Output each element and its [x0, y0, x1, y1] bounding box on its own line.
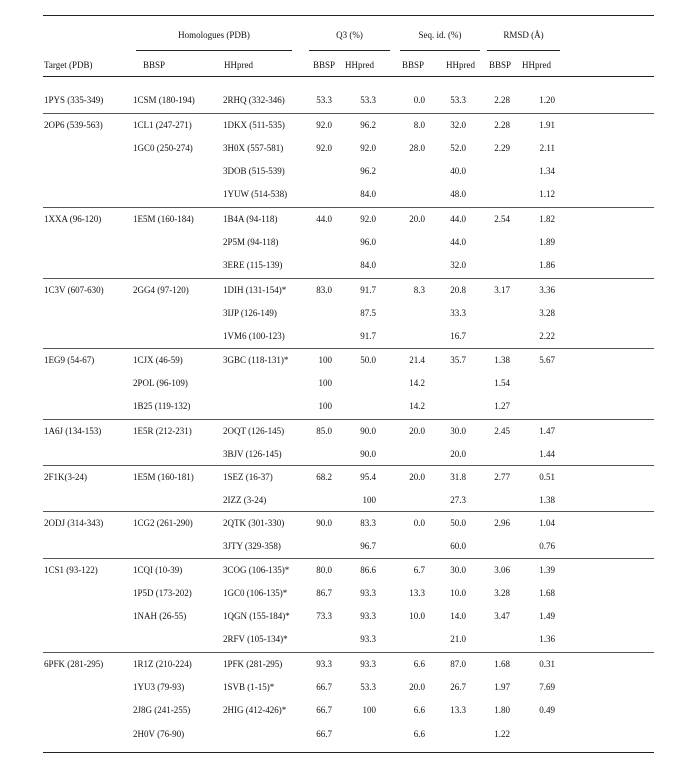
cell-hhpred: 1B4A (94-118) [223, 214, 278, 224]
cell-seqid-bbsp: 0.0 [413, 95, 425, 105]
cell-rmsd-bbsp: 3.47 [494, 611, 510, 621]
cell-hhpred: 2HIG (412-426)* [223, 705, 287, 715]
cell-q3-hhpred: 93.3 [360, 634, 376, 644]
top-rule [43, 15, 654, 16]
cell-hhpred: 2P5M (94-118) [223, 237, 279, 247]
cell-seqid-hhpred: 30.0 [450, 426, 466, 436]
cell-bbsp: 1NAH (26-55) [133, 611, 187, 621]
cell-seqid-hhpred: 60.0 [450, 541, 466, 551]
cell-seqid-hhpred: 13.3 [450, 705, 466, 715]
cell-q3-hhpred: 84.0 [360, 260, 376, 270]
cell-rmsd-bbsp: 3.28 [494, 588, 510, 598]
cell-bbsp: 1R1Z (210-224) [133, 659, 192, 669]
group-separator [43, 652, 654, 653]
cell-q3-bbsp: 66.7 [316, 705, 332, 715]
cell-hhpred: 2QTK (301-330) [223, 518, 285, 528]
cell-seqid-bbsp: 20.0 [409, 214, 425, 224]
header-homologues: Homologues (PDB) [178, 30, 250, 40]
cell-q3-bbsp: 66.7 [316, 729, 332, 739]
cell-seqid-bbsp: 21.4 [409, 355, 425, 365]
cell-hhpred: 1DIH (131-154)* [223, 285, 287, 295]
header-rmsd-hhpred: HHpred [522, 60, 551, 70]
header-rule [43, 76, 654, 77]
cell-rmsd-bbsp: 1.97 [494, 682, 510, 692]
cell-q3-bbsp: 90.0 [316, 518, 332, 528]
cell-hhpred: 2IZZ (3-24) [223, 495, 267, 505]
cell-q3-hhpred: 93.3 [360, 659, 376, 669]
cell-seqid-bbsp: 10.0 [409, 611, 425, 621]
bottom-rule [43, 752, 654, 753]
cell-q3-hhpred: 50.0 [360, 355, 376, 365]
cell-seqid-hhpred: 14.0 [450, 611, 466, 621]
cell-seqid-hhpred: 40.0 [450, 166, 466, 176]
cell-rmsd-hhpred: 1.12 [539, 189, 555, 199]
cell-target: 2OP6 (539-563) [44, 120, 103, 130]
cell-rmsd-bbsp: 2.29 [494, 143, 510, 153]
cell-q3-hhpred: 83.3 [360, 518, 376, 528]
cell-q3-bbsp: 83.0 [316, 285, 332, 295]
rmsd-underline [487, 50, 560, 51]
cell-rmsd-hhpred: 2.11 [539, 143, 555, 153]
cell-rmsd-bbsp: 2.45 [494, 426, 510, 436]
cell-hhpred: 1VM6 (100-123) [223, 331, 285, 341]
cell-seqid-bbsp: 14.2 [409, 378, 425, 388]
cell-seqid-hhpred: 16.7 [450, 331, 466, 341]
cell-bbsp: 1YU3 (79-93) [133, 682, 185, 692]
cell-seqid-hhpred: 53.3 [450, 95, 466, 105]
header-rmsd-bbsp: BBSP [489, 60, 512, 70]
cell-target: 1XXA (96-120) [44, 214, 102, 224]
cell-rmsd-bbsp: 1.38 [494, 355, 510, 365]
cell-bbsp: 1E5M (160-181) [133, 472, 194, 482]
cell-seqid-bbsp: 13.3 [409, 588, 425, 598]
cell-target: 1EG9 (54-67) [44, 355, 95, 365]
cell-bbsp: 2H0V (76-90) [133, 729, 185, 739]
cell-hhpred: 3GBC (118-131)* [223, 355, 289, 365]
cell-hhpred: 1GC0 (106-135)* [223, 588, 288, 598]
cell-rmsd-bbsp: 2.54 [494, 214, 510, 224]
cell-q3-hhpred: 90.0 [360, 449, 376, 459]
cell-q3-hhpred: 93.3 [360, 588, 376, 598]
cell-seqid-hhpred: 50.0 [450, 518, 466, 528]
cell-q3-hhpred: 91.7 [360, 331, 376, 341]
cell-seqid-hhpred: 20.0 [450, 449, 466, 459]
cell-seqid-hhpred: 21.0 [450, 634, 466, 644]
cell-bbsp: 1CG2 (261-290) [133, 518, 193, 528]
cell-seqid-hhpred: 32.0 [450, 260, 466, 270]
cell-rmsd-bbsp: 1.54 [494, 378, 510, 388]
cell-rmsd-bbsp: 1.80 [494, 705, 510, 715]
cell-q3-hhpred: 84.0 [360, 189, 376, 199]
group-separator [43, 419, 654, 420]
cell-rmsd-hhpred: 1.39 [539, 565, 555, 575]
cell-seqid-bbsp: 6.6 [413, 705, 425, 715]
cell-rmsd-bbsp: 1.22 [494, 729, 510, 739]
cell-rmsd-bbsp: 1.68 [494, 659, 510, 669]
cell-target: 1CS1 (93-122) [44, 565, 98, 575]
cell-q3-bbsp: 85.0 [316, 426, 332, 436]
cell-rmsd-hhpred: 0.76 [539, 541, 555, 551]
cell-rmsd-hhpred: 0.49 [539, 705, 555, 715]
cell-q3-bbsp: 100 [318, 355, 332, 365]
cell-seqid-bbsp: 0.0 [413, 518, 425, 528]
cell-rmsd-bbsp: 3.06 [494, 565, 510, 575]
cell-hhpred: 1SVB (1-15)* [223, 682, 275, 692]
cell-hhpred: 3COG (106-135)* [223, 565, 290, 575]
cell-rmsd-bbsp: 2.77 [494, 472, 510, 482]
cell-bbsp: 1P5D (173-202) [133, 588, 192, 598]
cell-seqid-bbsp: 8.3 [413, 285, 425, 295]
cell-bbsp: 1CSM (180-194) [133, 95, 195, 105]
header-rmsd: RMSD (Å) [503, 30, 544, 40]
cell-q3-bbsp: 93.3 [316, 659, 332, 669]
cell-q3-bbsp: 92.0 [316, 143, 332, 153]
cell-seqid-hhpred: 48.0 [450, 189, 466, 199]
group-separator [43, 113, 654, 114]
cell-q3-hhpred: 86.6 [360, 565, 376, 575]
seqid-underline [400, 50, 480, 51]
header-seqid: Seq. id. (%) [418, 30, 462, 40]
cell-rmsd-hhpred: 1.86 [539, 260, 555, 270]
cell-q3-bbsp: 86.7 [316, 588, 332, 598]
cell-seqid-bbsp: 20.0 [409, 472, 425, 482]
cell-hhpred: 3ERE (115-139) [223, 260, 283, 270]
cell-bbsp: 1CL1 (247-271) [133, 120, 192, 130]
cell-bbsp: 1E5M (160-184) [133, 214, 194, 224]
cell-bbsp: 1CJX (46-59) [133, 355, 183, 365]
cell-seqid-bbsp: 8.0 [413, 120, 425, 130]
header-q3-bbsp: BBSP [313, 60, 336, 70]
cell-rmsd-hhpred: 1.34 [539, 166, 555, 176]
cell-target: 6PFK (281-295) [44, 659, 104, 669]
cell-target: 1A6J (134-153) [44, 426, 102, 436]
cell-q3-hhpred: 53.3 [360, 95, 376, 105]
cell-hhpred: 1SEZ (16-37) [223, 472, 273, 482]
cell-rmsd-hhpred: 1.20 [539, 95, 555, 105]
cell-hhpred: 1PFK (281-295) [223, 659, 283, 669]
cell-rmsd-hhpred: 1.47 [539, 426, 555, 436]
cell-rmsd-hhpred: 5.67 [539, 355, 555, 365]
cell-bbsp: 1CQI (10-39) [133, 565, 183, 575]
cell-hhpred: 3H0X (557-581) [223, 143, 284, 153]
cell-target: 1C3V (607-630) [44, 285, 104, 295]
cell-q3-hhpred: 90.0 [360, 426, 376, 436]
cell-rmsd-hhpred: 1.49 [539, 611, 555, 621]
cell-hhpred: 3BJV (126-145) [223, 449, 282, 459]
cell-hhpred: 3IJP (126-149) [223, 308, 277, 318]
header-q3-hhpred: HHpred [345, 60, 374, 70]
group-separator [43, 558, 654, 559]
cell-q3-bbsp: 44.0 [316, 214, 332, 224]
cell-rmsd-hhpred: 1.89 [539, 237, 555, 247]
cell-q3-hhpred: 100 [362, 495, 376, 505]
cell-rmsd-hhpred: 3.28 [539, 308, 555, 318]
cell-bbsp: 1B25 (119-132) [133, 401, 191, 411]
cell-bbsp: 2GG4 (97-120) [133, 285, 189, 295]
group-separator [43, 278, 654, 279]
header-hhpred: HHpred [224, 60, 253, 70]
cell-rmsd-hhpred: 1.82 [539, 214, 555, 224]
cell-q3-hhpred: 93.3 [360, 611, 376, 621]
cell-rmsd-hhpred: 1.04 [539, 518, 555, 528]
cell-seqid-hhpred: 33.3 [450, 308, 466, 318]
cell-rmsd-hhpred: 1.68 [539, 588, 555, 598]
cell-target: 2ODJ (314-343) [44, 518, 104, 528]
header-target: Target (PDB) [44, 60, 93, 70]
header-q3: Q3 (%) [336, 30, 363, 40]
cell-q3-hhpred: 96.7 [360, 541, 376, 551]
cell-rmsd-hhpred: 7.69 [539, 682, 555, 692]
cell-q3-bbsp: 92.0 [316, 120, 332, 130]
cell-rmsd-bbsp: 2.28 [494, 95, 510, 105]
header-seqid-hhpred: HHpred [446, 60, 475, 70]
cell-seqid-hhpred: 31.8 [450, 472, 466, 482]
cell-q3-bbsp: 100 [318, 378, 332, 388]
cell-q3-bbsp: 68.2 [316, 472, 332, 482]
cell-bbsp: 2J8G (241-255) [133, 705, 191, 715]
cell-q3-hhpred: 100 [362, 705, 376, 715]
group-separator [43, 511, 654, 512]
cell-rmsd-hhpred: 3.36 [539, 285, 555, 295]
cell-seqid-bbsp: 20.0 [409, 426, 425, 436]
cell-seqid-hhpred: 30.0 [450, 565, 466, 575]
cell-seqid-hhpred: 26.7 [450, 682, 466, 692]
cell-hhpred: 2OQT (126-145) [223, 426, 285, 436]
cell-seqid-hhpred: 20.8 [450, 285, 466, 295]
cell-rmsd-bbsp: 2.28 [494, 120, 510, 130]
cell-seqid-bbsp: 6.6 [413, 659, 425, 669]
cell-bbsp: 1E5R (212-231) [133, 426, 192, 436]
cell-bbsp: 1GC0 (250-274) [133, 143, 193, 153]
cell-seqid-hhpred: 27.3 [450, 495, 466, 505]
cell-seqid-hhpred: 44.0 [450, 237, 466, 247]
cell-q3-hhpred: 95.4 [360, 472, 376, 482]
cell-q3-bbsp: 80.0 [316, 565, 332, 575]
header-bbsp: BBSP [143, 60, 166, 70]
cell-rmsd-hhpred: 0.31 [539, 659, 555, 669]
cell-seqid-hhpred: 10.0 [450, 588, 466, 598]
cell-seqid-hhpred: 32.0 [450, 120, 466, 130]
cell-hhpred: 1DKX (511-535) [223, 120, 285, 130]
cell-hhpred: 2RHQ (332-346) [223, 95, 285, 105]
cell-q3-bbsp: 66.7 [316, 682, 332, 692]
cell-q3-hhpred: 96.2 [360, 120, 376, 130]
cell-target: 1PYS (335-349) [44, 95, 104, 105]
group-separator [43, 465, 654, 466]
cell-hhpred: 1YUW (514-538) [223, 189, 288, 199]
cell-seqid-bbsp: 14.2 [409, 401, 425, 411]
cell-q3-hhpred: 96.0 [360, 237, 376, 247]
cell-target: 2F1K(3-24) [44, 472, 87, 482]
cell-seqid-bbsp: 6.7 [413, 565, 425, 575]
cell-rmsd-hhpred: 1.36 [539, 634, 555, 644]
cell-seqid-bbsp: 28.0 [409, 143, 425, 153]
cell-hhpred: 1QGN (155-184)* [223, 611, 290, 621]
cell-seqid-hhpred: 87.0 [450, 659, 466, 669]
cell-rmsd-bbsp: 2.96 [494, 518, 510, 528]
cell-rmsd-hhpred: 2.22 [539, 331, 555, 341]
cell-rmsd-hhpred: 1.38 [539, 495, 555, 505]
homologues-underline [136, 50, 292, 51]
cell-rmsd-bbsp: 3.17 [494, 285, 510, 295]
group-separator [43, 207, 654, 208]
cell-q3-hhpred: 96.2 [360, 166, 376, 176]
cell-rmsd-hhpred: 1.44 [539, 449, 555, 459]
cell-hhpred: 3JTY (329-358) [223, 541, 281, 551]
cell-q3-hhpred: 92.0 [360, 143, 376, 153]
cell-q3-bbsp: 100 [318, 401, 332, 411]
cell-q3-hhpred: 53.3 [360, 682, 376, 692]
cell-seqid-hhpred: 52.0 [450, 143, 466, 153]
cell-rmsd-hhpred: 1.91 [539, 120, 555, 130]
cell-seqid-hhpred: 35.7 [450, 355, 466, 365]
header-seqid-bbsp: BBSP [402, 60, 425, 70]
cell-seqid-bbsp: 6.6 [413, 729, 425, 739]
cell-q3-hhpred: 91.7 [360, 285, 376, 295]
cell-hhpred: 2RFV (105-134)* [223, 634, 288, 644]
cell-hhpred: 3DOB (515-539) [223, 166, 285, 176]
cell-q3-hhpred: 87.5 [360, 308, 376, 318]
cell-seqid-hhpred: 44.0 [450, 214, 466, 224]
cell-seqid-bbsp: 20.0 [409, 682, 425, 692]
cell-q3-bbsp: 53.3 [316, 95, 332, 105]
q3-underline [309, 50, 390, 51]
cell-q3-hhpred: 92.0 [360, 214, 376, 224]
cell-bbsp: 2POL (96-109) [133, 378, 188, 388]
cell-rmsd-bbsp: 1.27 [494, 401, 510, 411]
cell-rmsd-hhpred: 0.51 [539, 472, 555, 482]
group-separator [43, 348, 654, 349]
cell-q3-bbsp: 73.3 [316, 611, 332, 621]
